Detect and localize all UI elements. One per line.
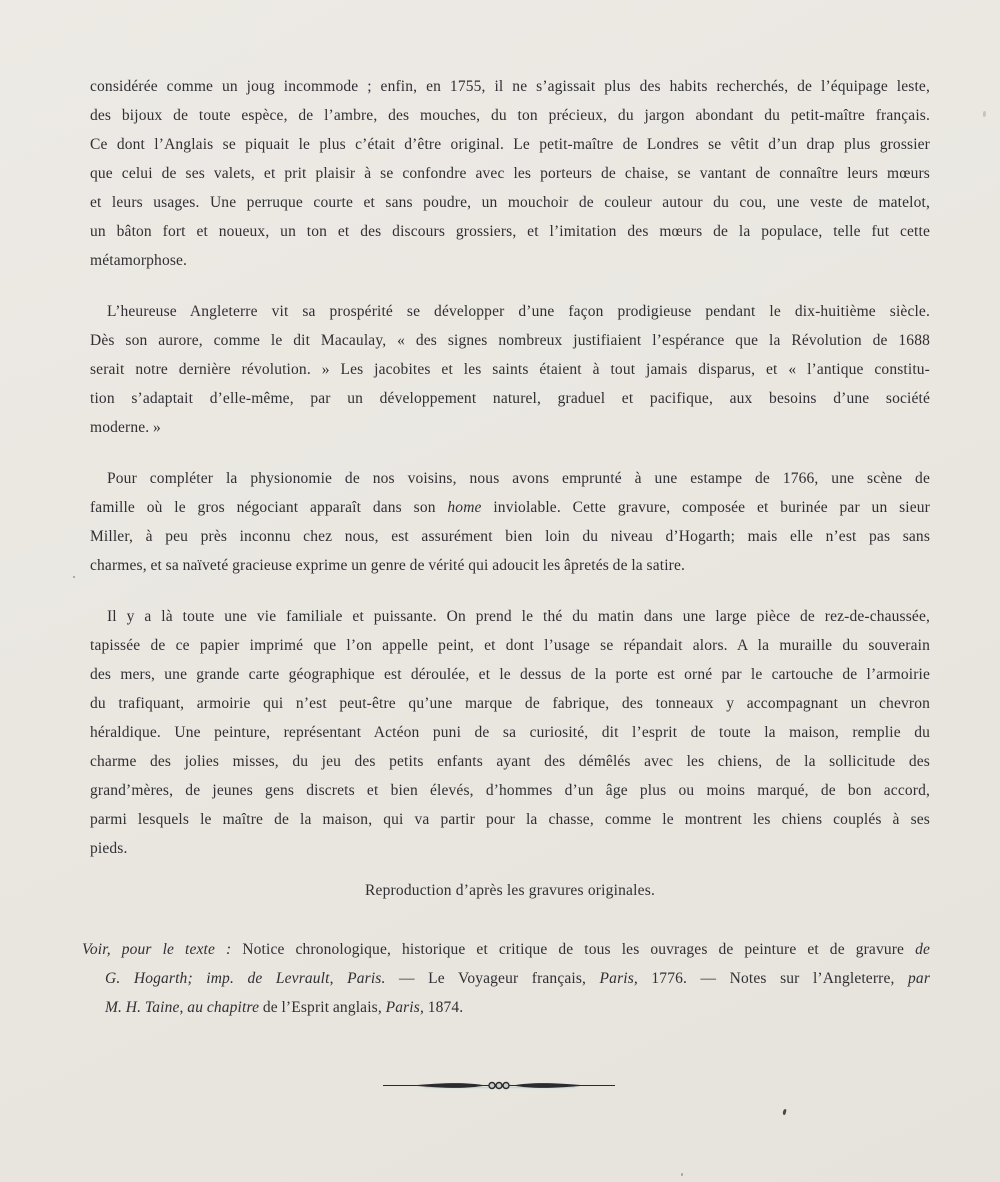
italic-text: home (447, 499, 482, 516)
text-line (82, 964, 930, 993)
text-segment: des bijoux de toute espèce, de l’ambre, des mouches, du ton précieux, du jargon abondant du petit-maître français. (90, 107, 930, 124)
text-segment: charme des jolies misses, du jeu des petits enfants ayant des démêlés avec les chiens, de la sollicitude des (90, 753, 930, 770)
text-line (90, 464, 930, 493)
text-segment: métamorphose. (90, 252, 188, 269)
italic-text: M. H. Taine, au chapitre (105, 999, 260, 1016)
text-segment: que celui de ses valets, et prit plaisir à se confondre avec les porteurs de chaise, se vantant de connaître leurs mœurs (90, 165, 930, 182)
paragraphs (90, 72, 930, 863)
caption: Reproduction d’après les gravures originales. (364, 882, 656, 899)
text-line (90, 217, 930, 246)
ink-speck (681, 1173, 683, 1176)
text-line (90, 130, 930, 159)
ink-speck (983, 111, 986, 117)
italic-text: G. Hogarth; imp. de Levrault, Paris. (105, 970, 386, 987)
text-line (90, 188, 930, 217)
paragraph (90, 297, 930, 442)
paragraph (90, 72, 930, 275)
ink-speck (782, 1109, 786, 1116)
text-segment: grand’mères, de jeunes gens discrets et bien élevés, d’hommes d’un âge plus ou moins marqué, de bon accord, (90, 782, 930, 799)
paragraph (90, 464, 930, 580)
text-segment: pieds. (90, 840, 128, 857)
text-segment: 1874. (423, 999, 464, 1016)
text-line (90, 834, 930, 863)
text-segment: moderne. » (90, 419, 161, 436)
text-segment: 1776. — Notes sur l’Angleterre, (637, 970, 909, 987)
text-segment: serait notre dernière révolution. » Les jacobites et les saints étaient à tout jamais disparus, et « l’antique constitu- (90, 361, 930, 378)
text-segment: Miller, à peu près inconnu chez nous, est assurément bien loin du niveau d’Hogarth; mais elle n’est pas sans (90, 528, 930, 545)
text-segment: inviolable. Cette gravure, composée et burinée par un sieur (481, 499, 930, 516)
text-segment: Notice chronologique, historique et critique de tous les ouvrages de peinture et de gravure (242, 941, 916, 958)
text-segment: L’heureuse Angleterre vit sa prospérité se développer d’une façon prodigieuse pendant le dix-huitième siècle. (107, 303, 930, 320)
italic-text: Paris, (385, 999, 424, 1016)
text-line (90, 631, 930, 660)
text-segment: tapissée de ce papier imprimé que l’on appelle peint, et dont l’usage se répandait alors. A la muraille du souverain (90, 637, 930, 654)
text-block (82, 72, 930, 1022)
text-line (90, 297, 930, 326)
paragraph (90, 602, 930, 863)
text-line (90, 522, 930, 551)
text-line (90, 72, 930, 101)
text-line (90, 602, 930, 631)
text-segment: et leurs usages. Une perruque courte et sans poudre, un mouchoir de couleur autour du cou, une veste de matelot, (90, 194, 930, 211)
text-line (90, 747, 930, 776)
text-segment: famille où le gros négociant apparaît dans son (90, 499, 448, 516)
text-line (90, 660, 930, 689)
text-segment: Ce dont l’Anglais se piquait le plus c’était d’être original. Le petit-maître de Londres se vêtit d’un drap plus grossier (90, 136, 930, 153)
text-segment: considérée comme un joug incommode ; enfin, en 1755, il ne s’agissait plus des habits recherchés, de l’équipage leste, (90, 78, 930, 95)
text-line (90, 159, 930, 188)
text-line (90, 101, 930, 130)
divider-ornament (383, 1078, 615, 1094)
text-line (90, 689, 930, 718)
text-segment: Il y a là toute une vie familiale et puissante. On prend le thé du matin dans une large pièce de rez-de-chaussée, (107, 608, 930, 625)
text-segment: tion s’adaptait d’elle-même, par un développement naturel, graduel et pacifique, aux besoins d’une société (90, 390, 930, 407)
text-line (90, 805, 930, 834)
text-segment: charmes, et sa naïveté gracieuse exprime un genre de vérité qui adoucit les âpretés de la satire. (90, 557, 686, 574)
text-segment: des mers, une grande carte géographique est déroulée, et le dessus de la porte est orné par le cartouche de l’armoirie (90, 666, 930, 683)
text-segment: un bâton fort et noueux, un ton et des discours grossiers, et l’imitation des mœurs de la populace, telle fut cette (90, 223, 930, 240)
text-line (90, 776, 930, 805)
text-segment: parmi lesquels le maître de la maison, qui va partir pour la chasse, comme le montrent les chiens couplés à ses (90, 811, 930, 828)
text-segment: Dès son aurore, comme le dit Macaulay, « des signes nombreux justifiaient l’espérance que la Révolution de 1688 (90, 332, 930, 349)
text-segment: de l’Esprit anglais, (259, 999, 386, 1016)
text-line (90, 355, 930, 384)
text-line (82, 993, 930, 1022)
text-segment: Pour compléter la physionomie de nos voisins, nous avons emprunté à une estampe de 1766, une scène de (107, 470, 930, 487)
italic-text: par (908, 970, 930, 987)
text-line (90, 413, 930, 442)
text-line (90, 384, 930, 413)
bibliographic-note (82, 935, 930, 1022)
text-segment: du trafiquant, armoirie qui n’est peut-être qu’une marque de fabrique, des tonneaux y accompagnant un chevron (90, 695, 930, 712)
swelled-rule-icon (383, 1078, 615, 1094)
text-segment: héraldique. Une peinture, représentant Actéon puni de sa curiosité, dit l’esprit de toute la maison, remplie du (90, 724, 930, 741)
text-segment: — Le Voyageur français, (385, 970, 600, 987)
text-line (90, 493, 930, 522)
italic-text: Voir, pour le texte : (82, 941, 243, 958)
text-line (82, 935, 930, 964)
text-line (90, 551, 930, 580)
text-line (90, 326, 930, 355)
italic-text: de (915, 941, 930, 958)
ink-speck (73, 576, 75, 578)
text-line (90, 718, 930, 747)
italic-text: Paris, (599, 970, 638, 987)
text-line (90, 246, 930, 275)
